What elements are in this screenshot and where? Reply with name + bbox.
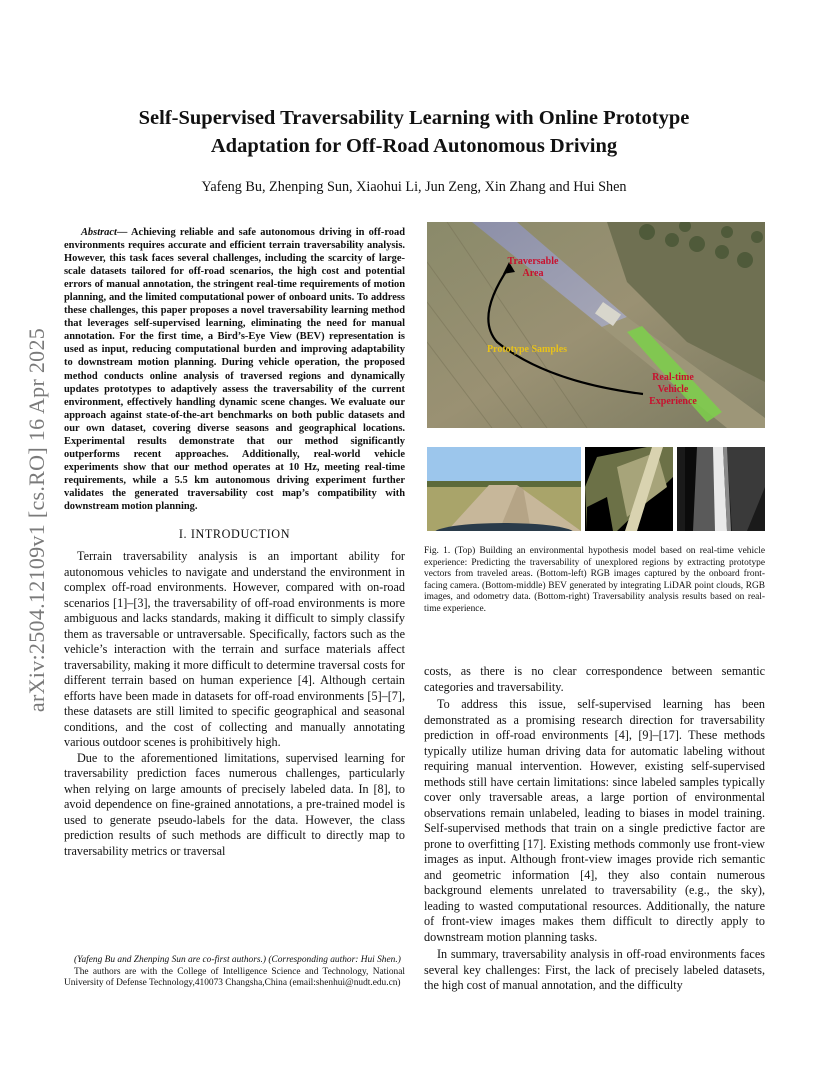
rgb-camera-image	[427, 447, 581, 531]
right-paragraph-0: costs, as there is no clear correspondence between semantic categories and traversability.	[424, 664, 765, 694]
footnote	[64, 955, 405, 990]
label-realtime-line3: Experience	[649, 396, 697, 407]
arxiv-id: arXiv:2504.12109v1 [cs.RO] 16 Apr 2025	[24, 327, 49, 713]
figure-aerial-photo	[427, 222, 765, 428]
left-column	[64, 226, 405, 859]
author-list: Yafeng Bu, Zhenping Sun, Xiaohui Li, Jun Zeng, Xin Zhang and Hui Shen	[201, 179, 627, 195]
footnote-cofirst: (Yafeng Bu and Zhenping Sun are co-first authors.) (Corresponding author: Hui Shen.)	[74, 955, 401, 965]
bottom-panels-illustration	[427, 447, 765, 531]
title-line-1: Self-Supervised Traversability Learning with Online Prototype	[138, 107, 690, 129]
label-prototype: Prototype Samples	[486, 344, 568, 355]
label-traversable-line1: Traversable	[507, 256, 559, 267]
abstract-label: Abstract	[80, 227, 117, 238]
footnote-affiliation: The authors are with the College of Intelligence Science and Technology, National University of Defense Technology,410073 Changsha,China (email:shenhui@nudt.edu.cn)	[64, 966, 405, 989]
intro-paragraph-2: Due to the aforementioned limitations, supervised learning for traversability prediction faces numerous challenges, particularly when relying on large amounts of precisely labeled data. In [8], to avoid dependence on fine-grained annotations, a pre-trained model is used to generate pseudo-labels for the data. However, the class prediction results of such methods are difficult to directly map to traversability metrics or traversal	[64, 750, 405, 858]
label-realtime-line2: Vehicle	[657, 384, 689, 395]
figure-bottom-panels	[427, 447, 765, 531]
figure-caption: Fig. 1. (Top) Building an environmental hypothesis model based on real-time vehicle experience: Predicting the traversability of unexplored regions by extracting prototype vectors from traveled areas. (Bottom-left) RGB images captured by the onboard front-facing camera. (Bottom-middle) BEV generated by integrating LiDAR point clouds, RGB images, and odometry data. (Bottom-right) Traversability analysis results based on real-time experience.	[424, 546, 765, 614]
arxiv-sidebar	[22, 285, 52, 755]
right-column	[424, 664, 765, 994]
traversability-result-image	[677, 447, 765, 531]
label-traversable-line2: Area	[522, 268, 544, 279]
abstract-text: — Achieving reliable and safe autonomous driving in off-road environments requires accurate and efficient terrain traversability analysis. However, this task faces several challenges, including the scarcity of large-scale datasets tailored for off-road scenarios, the high cost and potential errors of manual annotation, the stringent real-time requirements of motion planning, and the limited computational power of onboard units. To address these challenges, this paper proposes a novel traversability learning method that leverages self-supervised learning, eliminating the need for manual annotation. For the first time, a Bird’s-Eye View (BEV) representation is used as input, reducing computational burden and improving adaptability to downstream motion planning. During vehicle operation, the proposed method conducts online analysis of traversed regions and dynamically updates prototypes to adaptively assess the traversability of the current environment, effectively handling dynamic scene changes. We evaluate our approach against state-of-the-art benchmarks on both public datasets and our own dataset, covering diverse seasons and geographical locations. Experimental results demonstrate that our method significantly outperforms recent approaches. Additionally, real-world vehicle experiments show that our method operates at 10 Hz, meeting real-time requirements, while a 5.5 km autonomous driving experiment further validates the generated traversability cost map’s compatibility with downstream motion planning.	[64, 227, 406, 512]
abstract	[64, 226, 405, 513]
bev-image	[585, 447, 673, 531]
label-realtime-line1: Real-time	[652, 372, 694, 383]
title-line-2: Adaptation for Off-Road Autonomous Driving	[210, 135, 618, 157]
right-paragraph-2: In summary, traversability analysis in off-road environments faces several key challenges: First, the lack of precisely labeled datasets, the high cost of manual annotation, and the difficulty	[424, 947, 765, 992]
intro-paragraph-1: Terrain traversability analysis is an important ability for autonomous vehicles to navigate and understand the environment in complex off-road environments. However, compared with on-road scenarios [1]–[3], the traversability of off-road environments is more ambiguous and lacks standards, making it difficult to simply classify them as traversable or untraversable. Specifically, factors such as the vehicle’s interaction with the terrain and surface materials affect traversability, making it more difficult to determine traversal costs for different terrain based on human experience [4]. Although certain efforts have been made in datasets for off-road environments [5]–[7], these datasets are still limited to specific geographical and seasonal conditions, and the cost of collecting and manually annotating various outdoor scenes is prohibitively high.	[64, 549, 405, 750]
aerial-illustration	[427, 222, 765, 428]
section-heading-introduction: I. INTRODUCTION	[178, 527, 291, 542]
paper-title	[80, 104, 748, 160]
right-paragraph-1: To address this issue, self-supervised learning has been demonstrated as a promising research direction for traversability prediction in off-road environments [4], [9]–[17]. These methods typically utilize human driving data for automatic labeling without requiring manual intervention. However, existing self-supervised methods still have certain limitations: since labeled samples typically cover only traversable areas, a large portion of environmental observations remain unlabeled, leading to biases in model training. Self-supervised methods that train on a single predictive factor are prone to overfitting [17]. Existing methods commonly use front-view images as input. Although front-view images provide rich semantic and geometric information [4], they also contain numerous background elements unrelated to traversability (e.g., the sky), leading to wasted computational resources. Additionally, the nature of front-view images makes them difficult to directly apply to downstream motion planning tasks.	[424, 697, 765, 944]
